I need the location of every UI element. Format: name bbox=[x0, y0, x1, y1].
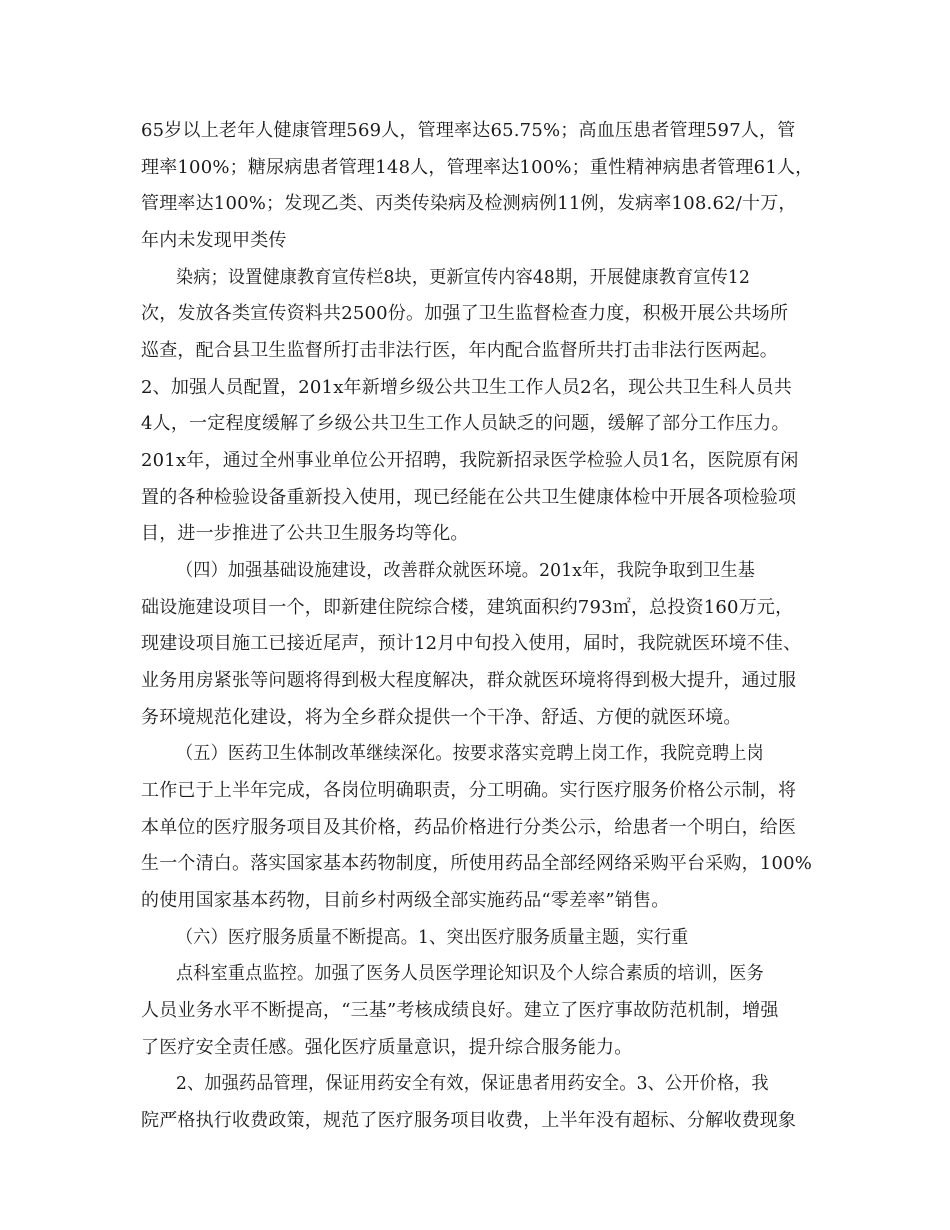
text-line: 现建设项目施工已接近尾声，预计12月中旬投入使用，届时，我院就医环境不佳、 bbox=[141, 633, 802, 654]
text-line: 置的各种检验设备重新投入使用，现已经能在公共卫生健康体检中开展各项检验项 bbox=[141, 487, 797, 508]
text-line: 管理率达100%；发现乙类、丙类传染病及检测病例11例，发病率108.62/十万， bbox=[141, 193, 797, 214]
text-line: （五）医药卫生体制改革继续深化。按要求落实竞聘上岗工作，我院竞聘上岗 bbox=[176, 743, 764, 764]
text-line: 点科室重点监控。加强了医务人员医学理论知识及个人综合素质的培训，医务 bbox=[176, 963, 764, 984]
text-line: 的使用国家基本药物，目前乡村两级全部实施药品“零差率”销售。 bbox=[141, 890, 670, 911]
text-line: 染病；设置健康教育宣传栏8块，更新宣传内容48期，开展健康教育宣传12 bbox=[176, 267, 751, 288]
text-line: 年内未发现甲类传 bbox=[141, 230, 287, 251]
text-line: 65岁以上老年人健康管理569人，管理率达65.75%；高血压患者管理597人，管 bbox=[141, 120, 796, 141]
text-line: 人员业务水平不断提高，“三基”考核成绩良好。建立了医疗事故防范机制，增强 bbox=[141, 1000, 779, 1021]
text-line: 目，进一步推进了公共卫生服务均等化。 bbox=[141, 523, 469, 544]
text-line: 2、加强药品管理，保证用药安全有效，保证患者用药安全。3、公开价格，我 bbox=[176, 1073, 769, 1094]
text-line: 理率100%；糖尿病患者管理148人，管理率达100%；重性精神病患者管理61人， bbox=[141, 157, 814, 178]
text-line: （六）医疗服务质量不断提高。1、突出医疗服务质量主题，实行重 bbox=[176, 927, 689, 948]
text-line: 201x年，通过全州事业单位公开招聘，我院新招录医学检验人员1名，医院原有闲 bbox=[141, 450, 799, 471]
text-line: 巡查，配合县卫生监督所打击非法行医，年内配合监督所共打击非法行医两起。 bbox=[141, 340, 778, 361]
text-line: （四）加强基础设施建设，改善群众就医环境。201x年，我院争取到卫生基 bbox=[176, 560, 756, 581]
text-line: 工作已于上半年完成，各岗位明确职责，分工明确。实行医疗服务价格公示制，将 bbox=[141, 780, 797, 801]
text-line: 院严格执行收费政策，规范了医疗服务项目收费，上半年没有超标、分解收费现象 bbox=[141, 1110, 797, 1131]
text-line: 础设施建设项目一个，即新建住院综合楼，建筑面积约793㎡，总投资160万元， bbox=[141, 597, 794, 618]
text-line: 2、加强人员配置，201x年新增乡级公共卫生工作人员2名，现公共卫生科人员共 bbox=[141, 377, 793, 398]
text-line: 了医疗安全责任感。强化医疗质量意识，提升综合服务能力。 bbox=[141, 1037, 633, 1058]
text-line: 次，发放各类宣传资料共2500份。加强了卫生监督检查力度，积极开展公共场所 bbox=[141, 303, 789, 324]
text-line: 4人，一定程度缓解了乡级公共卫生工作人员缺乏的问题，缓解了部分工作压力。 bbox=[141, 413, 790, 434]
text-line: 生一个清白。落实国家基本药物制度，所使用药品全部经网络采购平台采购，100% bbox=[141, 853, 813, 874]
text-line: 本单位的医疗服务项目及其价格，药品价格进行分类公示，给患者一个明白，给医 bbox=[141, 817, 797, 838]
text-line: 业务用房紧张等问题将得到极大程度解决，群众就医环境将得到极大提升，通过服 bbox=[141, 670, 797, 691]
text-line: 务环境规范化建设，将为全乡群众提供一个干净、舒适、方便的就医环境。 bbox=[141, 707, 742, 728]
